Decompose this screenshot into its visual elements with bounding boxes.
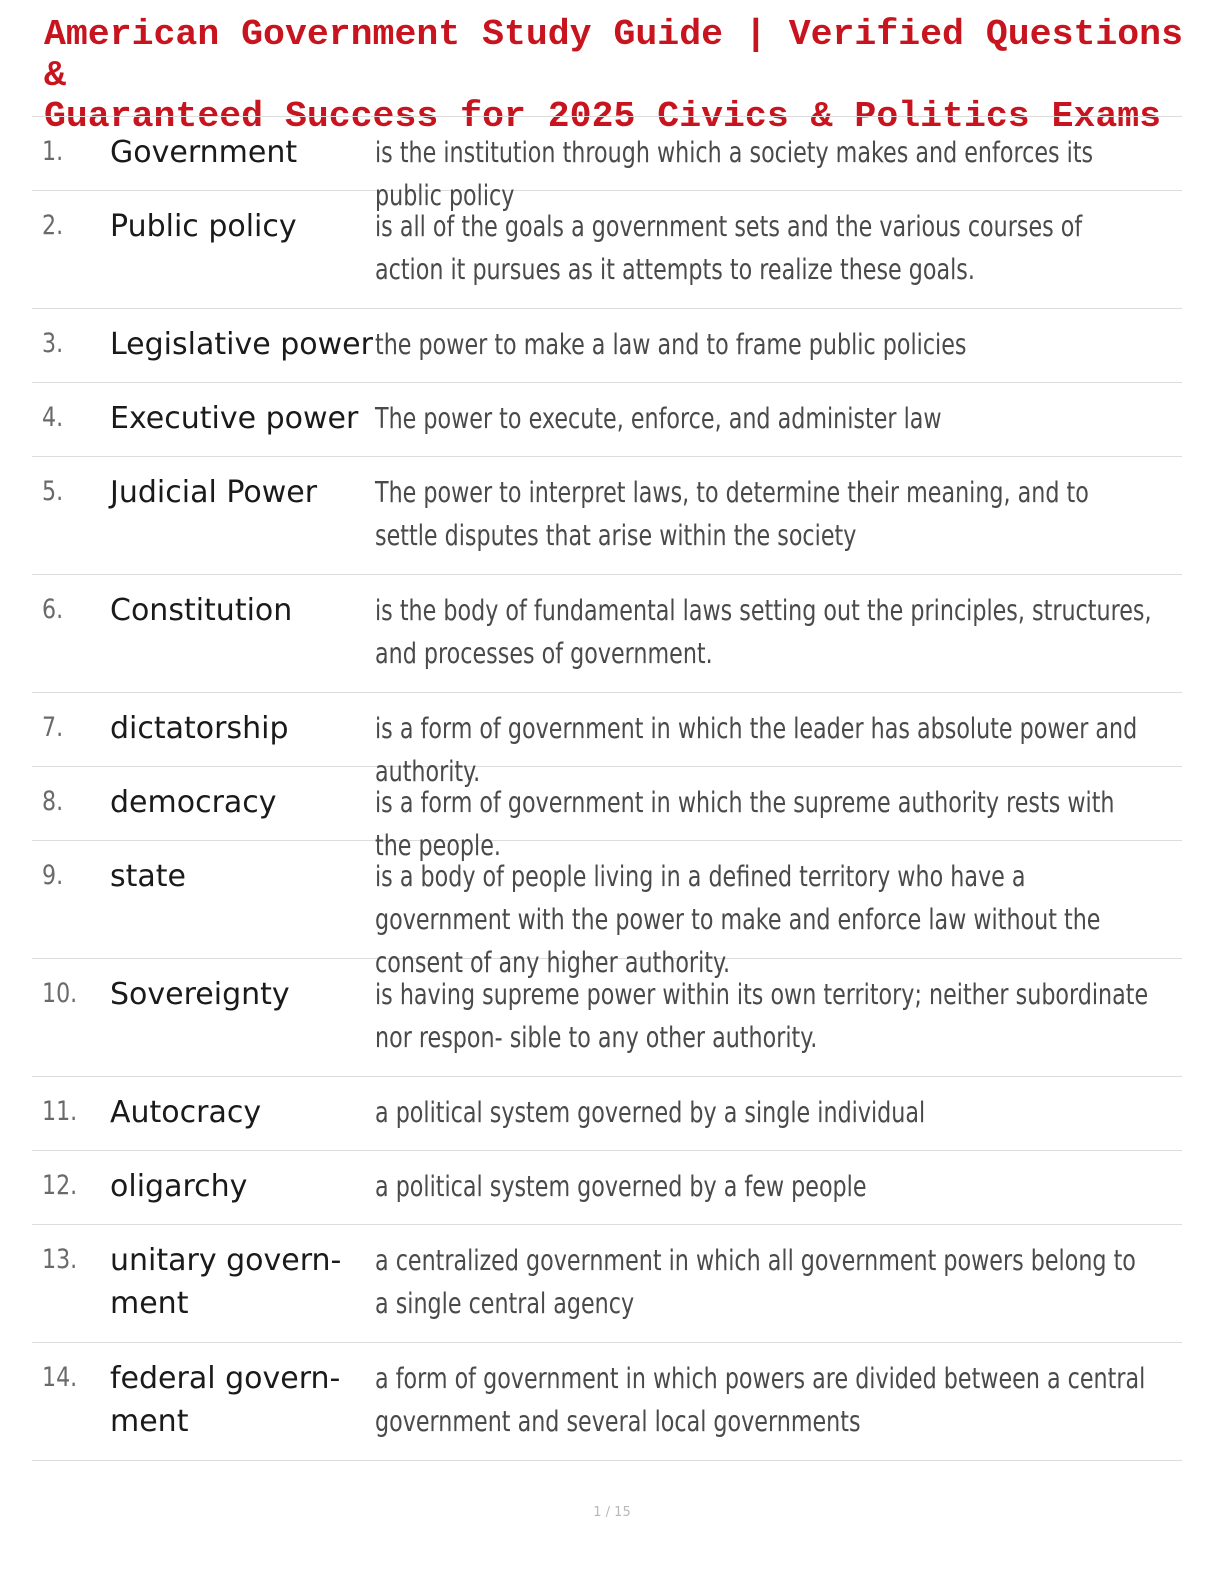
term-definition: The power to execute, enforce, and administer law: [375, 402, 942, 435]
term-row: [32, 1343, 1182, 1461]
page-number: 1 / 15: [593, 1505, 631, 1520]
terms-table: [32, 116, 1182, 1461]
term-definition: is the institution through which a society makes and enforces its public policy: [375, 136, 1094, 212]
term-row: [32, 117, 1182, 212]
term-definition: is the body of fundamental laws setting out the principles, structures, and processes of government.: [375, 594, 1152, 670]
row-number: 4.: [42, 402, 64, 433]
term-definition: a centralized government in which all government powers belong to a single central agency: [375, 1244, 1136, 1320]
term-label: Autocracy: [110, 1095, 262, 1130]
term-label: federal govern- ment: [110, 1361, 341, 1439]
term-definition: a political system governed by a few people: [375, 1170, 867, 1203]
term-definition: a political system governed by a single individual: [375, 1096, 926, 1129]
title-line-2: Guaranteed Success for 2025 Civics & Politics Exams: [44, 96, 1162, 137]
term-row: [32, 191, 1182, 309]
term-definition: is a form of government in which the supreme authority rests with the people.: [375, 786, 1115, 862]
term-row: [32, 841, 1182, 979]
term-label: Executive power: [110, 401, 359, 436]
row-number: 12.: [42, 1170, 78, 1201]
term-definition: The power to interpret laws, to determine their meaning, and to settle disputes that arise within the society: [375, 476, 1089, 552]
term-label: democracy: [110, 785, 277, 820]
term-definition: a form of government in which powers are divided between a central government and several local governments: [375, 1362, 1146, 1438]
term-label: oligarchy: [110, 1169, 248, 1204]
row-number: 7.: [42, 712, 64, 743]
row-number: 10.: [42, 978, 78, 1009]
term-definition: is all of the goals a government sets and the various courses of action it pursues as it attempts to realize these goals.: [375, 210, 1083, 286]
row-number: 14.: [42, 1362, 78, 1393]
term-definition: is having supreme power within its own territory; neither subordinate nor respon- sible to any other authority.: [375, 978, 1149, 1054]
term-row: [32, 309, 1182, 383]
row-number: 9.: [42, 860, 64, 891]
term-label: state: [110, 859, 186, 894]
term-row: [32, 1225, 1182, 1343]
term-row: [32, 767, 1182, 862]
term-label: Government: [110, 135, 298, 170]
term-definition: the power to make a law and to frame public policies: [375, 328, 967, 361]
row-number: 6.: [42, 594, 64, 625]
term-row: [32, 457, 1182, 575]
term-row: [32, 959, 1182, 1077]
row-number: 8.: [42, 786, 64, 817]
term-label: Legislative power: [110, 327, 373, 362]
title-line-1: American Government Study Guide | Verified Questions &: [44, 14, 1183, 96]
row-number: 1.: [42, 136, 64, 167]
term-label: Public policy: [110, 209, 297, 244]
row-number: 2.: [42, 210, 64, 241]
term-row: [32, 1151, 1182, 1225]
row-number: 3.: [42, 328, 64, 359]
row-number: 11.: [42, 1096, 78, 1127]
term-label: unitary govern- ment: [110, 1243, 342, 1321]
term-row: [32, 693, 1182, 788]
term-definition: is a body of people living in a defined territory who have a government with the power to make and enforce law without the consent of any higher authority.: [375, 860, 1101, 979]
term-definition: is a form of government in which the leader has absolute power and authority.: [375, 712, 1138, 788]
term-label: dictatorship: [110, 711, 289, 746]
term-label: Judicial Power: [110, 475, 318, 510]
term-label: Constitution: [110, 593, 293, 628]
row-number: 5.: [42, 476, 64, 507]
row-number: 13.: [42, 1244, 78, 1275]
term-label: Sovereignty: [110, 977, 290, 1012]
term-row: [32, 383, 1182, 457]
term-row: [32, 1077, 1182, 1151]
term-row: [32, 575, 1182, 693]
